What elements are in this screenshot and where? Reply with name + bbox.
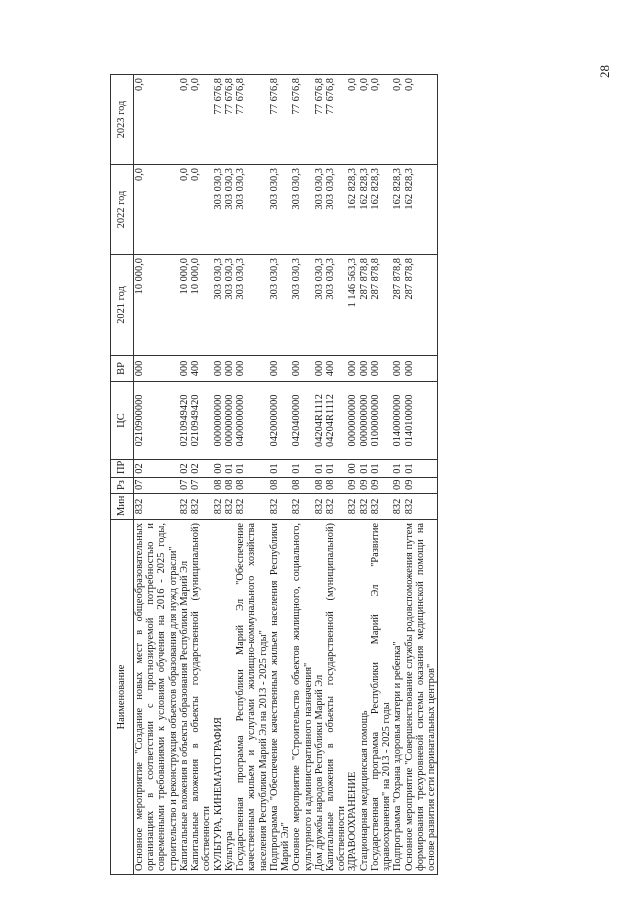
row-rz: 08	[213, 478, 224, 494]
table-row	[404, 75, 438, 875]
row-2021: 303 030,3	[235, 255, 269, 356]
row-2022: 303 030,3	[325, 165, 347, 255]
table-row	[347, 75, 358, 875]
row-cs: 0000000000	[224, 382, 235, 460]
row-pr: 01	[291, 460, 313, 478]
row-rz: 07	[134, 478, 179, 494]
row-min: 832	[224, 494, 235, 520]
row-2023: 77 676,8	[269, 75, 291, 165]
row-cs: 0420000000	[269, 382, 291, 460]
row-name: Основное мероприятие "Строительство объектов жилищного, социального, культурного и административного назначения"	[291, 520, 313, 875]
row-2023: 0,0	[190, 75, 212, 165]
row-2021: 287 878,8	[392, 255, 403, 356]
row-2021: 303 030,3	[325, 255, 347, 356]
row-2021: 10 000,0	[134, 255, 179, 356]
row-2021: 303 030,3	[291, 255, 313, 356]
row-name: Государственная программа Республики Марий Эл "Развитие здравоохранения" на 2013 - 2025 годы	[370, 520, 392, 875]
row-rz: 08	[224, 478, 235, 494]
table-row	[291, 75, 313, 875]
row-vr: 000	[213, 356, 224, 382]
row-2023: 77 676,8	[235, 75, 269, 165]
row-2022: 162 828,3	[347, 165, 358, 255]
row-2023: 77 676,8	[213, 75, 224, 165]
row-pr: 01	[314, 460, 325, 478]
row-min: 832	[392, 494, 403, 520]
row-vr: 400	[325, 356, 347, 382]
row-2022: 303 030,3	[224, 165, 235, 255]
row-min: 832	[370, 494, 392, 520]
row-cs: 0000000000	[213, 382, 224, 460]
row-min: 832	[134, 494, 179, 520]
row-pr: 01	[359, 460, 370, 478]
row-vr: 400	[190, 356, 212, 382]
row-cs: 0420400000	[291, 382, 313, 460]
row-pr: 01	[370, 460, 392, 478]
row-cs: 0210949420	[179, 382, 190, 460]
row-cs: 0210900000	[134, 382, 179, 460]
row-name: Капитальные вложения в объекты образования Республики Марий Эл	[179, 520, 190, 875]
row-min: 832	[404, 494, 438, 520]
table-row	[235, 75, 269, 875]
row-min: 832	[359, 494, 370, 520]
row-2023: 0,0	[347, 75, 358, 165]
row-min: 832	[213, 494, 224, 520]
row-name: Государственная программа Республики Марий Эл "Обеспечение качественным жильем и услугами жилищно-коммунального хозяйства населения Республики Марий Эл на 2013 - 2025 годы"	[235, 520, 269, 875]
row-min: 832	[314, 494, 325, 520]
row-pr: 00	[213, 460, 224, 478]
row-vr: 000	[370, 356, 392, 382]
row-2023: 77 676,8	[314, 75, 325, 165]
row-2023: 0,0	[404, 75, 438, 165]
row-rz: 09	[392, 478, 403, 494]
row-vr: 000	[179, 356, 190, 382]
row-name: Основное мероприятие "Совершенствование службы родовспоможения путем формирования трехуровневой системы оказания медицинской помощи на основе развития сети перинатальных центров"	[404, 520, 438, 875]
row-min: 832	[269, 494, 291, 520]
row-rz: 09	[370, 478, 392, 494]
header-pr: ПР	[111, 460, 134, 478]
row-pr: 02	[190, 460, 212, 478]
row-name: ЗДРАВООХРАНЕНИЕ	[347, 520, 358, 875]
row-cs: 0140000000	[392, 382, 403, 460]
row-name: КУЛЬТУРА, КИНЕМАТОГРАФИЯ	[213, 520, 224, 875]
row-vr: 000	[291, 356, 313, 382]
row-rz: 08	[291, 478, 313, 494]
row-min: 832	[347, 494, 358, 520]
row-pr: 00	[347, 460, 358, 478]
row-min: 832	[291, 494, 313, 520]
row-2022: 162 828,3	[370, 165, 392, 255]
row-2022: 0,0	[179, 165, 190, 255]
row-vr: 000	[269, 356, 291, 382]
header-2021: 2021 год	[111, 255, 134, 356]
page-number: 28	[597, 65, 612, 78]
row-vr: 000	[134, 356, 179, 382]
row-2021: 287 878,8	[359, 255, 370, 356]
row-rz: 09	[404, 478, 438, 494]
budget-table	[110, 74, 438, 875]
row-pr: 01	[224, 460, 235, 478]
row-name: Основное мероприятие "Создание новых мест в общеобразовательных организациях в соответствии с прогнозируемой потребностью и современными требованиями к условиям обучения на 2016 - 2025 годы, строительство и реконструкция объектов образования для нужд отрасли"	[134, 520, 179, 875]
row-2021: 10 000,0	[190, 255, 212, 356]
row-cs: 04204R1112	[314, 382, 325, 460]
row-cs: 0100000000	[370, 382, 392, 460]
row-pr: 01	[392, 460, 403, 478]
row-2022: 162 828,3	[404, 165, 438, 255]
budget-table-container	[110, 75, 580, 875]
row-vr: 000	[392, 356, 403, 382]
row-pr: 01	[404, 460, 438, 478]
row-rz: 08	[235, 478, 269, 494]
row-2021: 287 878,8	[404, 255, 438, 356]
table-row	[134, 75, 179, 875]
table-row	[359, 75, 370, 875]
row-cs: 0210949420	[190, 382, 212, 460]
header-name: Наименование	[111, 520, 134, 875]
table-row	[224, 75, 235, 875]
table-row	[190, 75, 212, 875]
row-pr: 01	[269, 460, 291, 478]
row-2023: 77 676,8	[291, 75, 313, 165]
row-min: 832	[325, 494, 347, 520]
row-2023: 0,0	[359, 75, 370, 165]
row-vr: 000	[347, 356, 358, 382]
row-name: Дом дружбы народов Республики Марий Эл	[314, 520, 325, 875]
row-2023: 0,0	[392, 75, 403, 165]
row-vr: 000	[314, 356, 325, 382]
row-2022: 0,0	[134, 165, 179, 255]
row-2022: 162 828,3	[392, 165, 403, 255]
row-2023: 77 676,8	[325, 75, 347, 165]
table-row	[179, 75, 190, 875]
header-cs: ЦС	[111, 382, 134, 460]
table-row	[269, 75, 291, 875]
table-row	[314, 75, 325, 875]
header-min: Мин	[111, 494, 134, 520]
row-2023: 0,0	[179, 75, 190, 165]
row-pr: 01	[325, 460, 347, 478]
row-cs: 04204R1112	[325, 382, 347, 460]
row-cs: 0000000000	[359, 382, 370, 460]
table-row	[392, 75, 403, 875]
header-vr: ВР	[111, 356, 134, 382]
row-name: Культура	[224, 520, 235, 875]
row-vr: 000	[359, 356, 370, 382]
row-rz: 08	[325, 478, 347, 494]
row-name: Стационарная медицинская помощь	[359, 520, 370, 875]
row-2021: 10 000,0	[179, 255, 190, 356]
row-vr: 000	[235, 356, 269, 382]
header-2023: 2023 год	[111, 75, 134, 165]
row-2023: 0,0	[134, 75, 179, 165]
row-pr: 02	[134, 460, 179, 478]
row-2021: 303 030,3	[224, 255, 235, 356]
row-2021: 303 030,3	[213, 255, 224, 356]
row-pr: 01	[235, 460, 269, 478]
row-cs: 0000000000	[347, 382, 358, 460]
row-2021: 287 878,8	[370, 255, 392, 356]
row-2021: 303 030,3	[314, 255, 325, 356]
row-min: 832	[235, 494, 269, 520]
row-pr: 02	[179, 460, 190, 478]
row-2022: 303 030,3	[291, 165, 313, 255]
row-2022: 162 828,3	[359, 165, 370, 255]
row-rz: 07	[190, 478, 212, 494]
row-2023: 77 676,8	[224, 75, 235, 165]
table-row	[370, 75, 392, 875]
row-2023: 0,0	[370, 75, 392, 165]
table-row	[325, 75, 347, 875]
row-name: Подпрограмма "Охрана здоровья матери и ребенка"	[392, 520, 403, 875]
row-name: Капитальные вложения в объекты государственной (муниципальной) собственности	[325, 520, 347, 875]
row-cs: 0140100000	[404, 382, 438, 460]
row-name: Подпрограмма "Обеспечение качественным жильем населения Республики Марий Эл"	[269, 520, 291, 875]
row-2022: 303 030,3	[235, 165, 269, 255]
table-row	[213, 75, 224, 875]
header-2022: 2022 год	[111, 165, 134, 255]
table-header-row	[111, 75, 134, 875]
row-2021: 1 146 563,3	[347, 255, 358, 356]
row-rz: 09	[347, 478, 358, 494]
row-2022: 303 030,3	[213, 165, 224, 255]
row-rz: 08	[314, 478, 325, 494]
row-2022: 303 030,3	[269, 165, 291, 255]
row-min: 832	[190, 494, 212, 520]
row-name: Капитальные вложения в объекты государственной (муниципальной) собственности	[190, 520, 212, 875]
row-vr: 000	[224, 356, 235, 382]
row-rz: 07	[179, 478, 190, 494]
row-2021: 303 030,3	[269, 255, 291, 356]
row-2022: 0,0	[190, 165, 212, 255]
header-rz: Рз	[111, 478, 134, 494]
row-min: 832	[179, 494, 190, 520]
row-2022: 303 030,3	[314, 165, 325, 255]
row-vr: 000	[404, 356, 438, 382]
row-rz: 08	[269, 478, 291, 494]
row-rz: 09	[359, 478, 370, 494]
row-cs: 0400000000	[235, 382, 269, 460]
